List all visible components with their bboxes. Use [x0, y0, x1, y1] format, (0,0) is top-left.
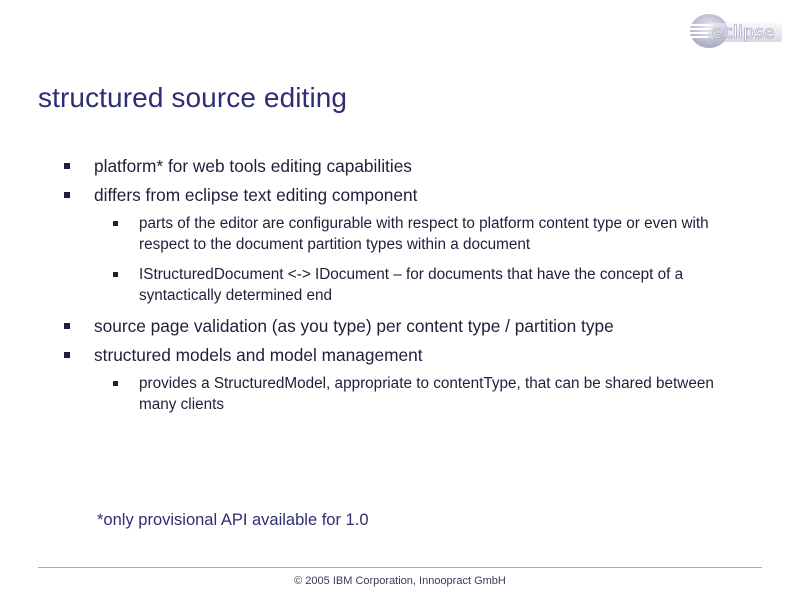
bullet-marker-icon [64, 323, 70, 329]
list-item [0, 315, 800, 337]
list-item [0, 155, 800, 177]
sub-bullet-text: provides a StructuredModel, appropriate to contentType, that can be shared between many clients [139, 375, 714, 413]
bullet-list [0, 155, 800, 424]
svg-text:eclipse: eclipse [712, 22, 775, 43]
bullet-text: source page validation (as you type) per content type / partition type [94, 316, 614, 336]
sub-bullet-marker-icon [113, 381, 118, 386]
sub-bullet-text: IStructuredDocument <-> IDocument – for documents that have the concept of a syntactically determined end [139, 266, 684, 304]
bullet-marker-icon [64, 192, 70, 198]
sub-list-item [0, 213, 800, 255]
sub-list-item [0, 264, 800, 306]
bullet-text: structured models and model management [94, 345, 423, 365]
slide-title: structured source editing [38, 82, 348, 113]
eclipse-logo [682, 10, 786, 52]
list-item [0, 344, 800, 366]
list-item [0, 184, 800, 206]
sub-bullet-marker-icon [113, 221, 118, 226]
copyright-text: © 2005 IBM Corporation, Innoopract GmbH [294, 575, 506, 587]
bullet-text: platform* for web tools editing capabilities [94, 156, 412, 176]
bullet-text: differs from eclipse text editing component [94, 185, 418, 205]
sub-bullet-text: parts of the editor are configurable with respect to platform content type or even with respect to the document partition types within a document [139, 215, 709, 253]
bullet-marker-icon [64, 352, 70, 358]
sub-list-item [0, 373, 800, 415]
footer-divider [38, 567, 762, 568]
footnote: *only provisional API available for 1.0 [97, 511, 369, 529]
bullet-marker-icon [64, 163, 70, 169]
sub-bullet-marker-icon [113, 272, 118, 277]
